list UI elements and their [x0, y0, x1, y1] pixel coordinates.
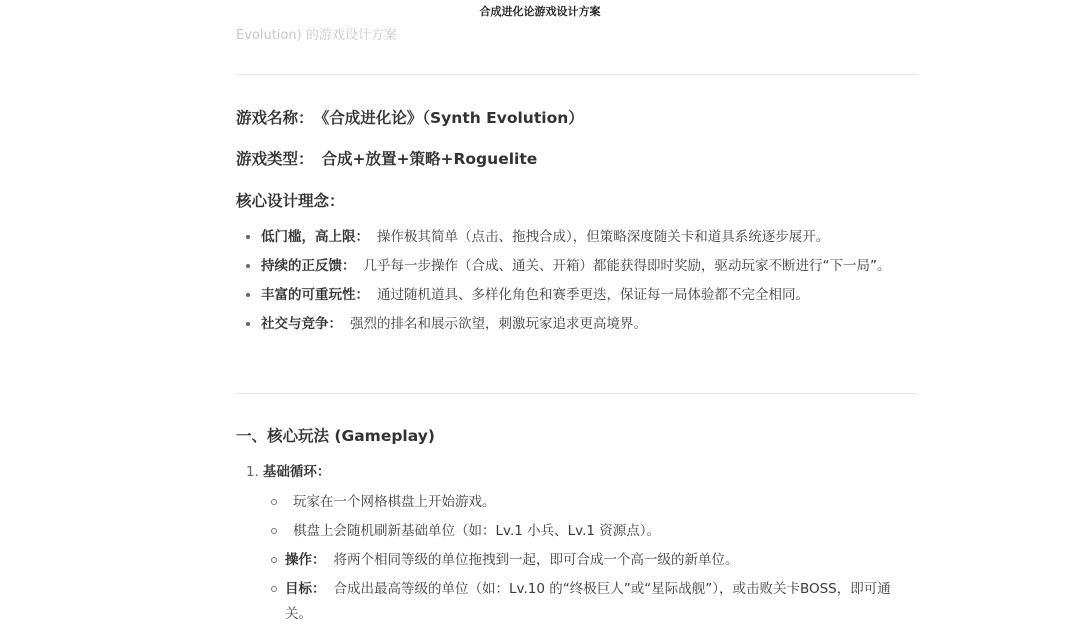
divider: [236, 74, 917, 75]
circle-bullet-icon: [271, 557, 277, 563]
list-item: [236, 255, 906, 278]
concept-title: 低门槛，高上限：: [261, 229, 369, 245]
circle-bullet-icon: [271, 528, 277, 534]
game-name-label: 游戏名称：: [236, 109, 314, 127]
step-number: 1.: [246, 464, 259, 480]
window-title: 合成进化论游戏设计方案: [479, 5, 601, 18]
concept-text: 通过随机道具、多样化角色和赛季更迭，保证每一局体验都不完全相同。: [377, 287, 809, 303]
bullet-icon: [246, 264, 250, 268]
step-item: [246, 462, 330, 482]
bullet-icon: [246, 322, 250, 326]
game-type-value: 合成+放置+策略+Roguelite: [321, 150, 538, 168]
concept-text: 强烈的排名和展示欲望，刺激玩家追求更高境界。: [350, 316, 647, 332]
item-text: 将两个相同等级的单位拖拽到一起，即可合成一个高一级的新单位。: [333, 552, 739, 568]
section-heading: 一、核心玩法 (Gameplay): [236, 427, 435, 445]
concept-title: 持续的正反馈：: [261, 258, 356, 274]
list-item: [236, 226, 906, 249]
faded-previous-line: Evolution) 的游戏设计方案: [236, 28, 397, 43]
game-type-field: [236, 147, 537, 169]
list-item: [236, 548, 917, 573]
divider: [236, 393, 917, 394]
game-name-field: [236, 106, 584, 128]
item-text: 棋盘上会随机刷新基础单位（如：Lv.1 小兵、Lv.1 资源点）。: [293, 523, 661, 539]
concept-list: [236, 226, 906, 342]
item-text: 合成出最高等级的单位（如：Lv.10 的“终极巨人”或“星际战舰”），或击败关卡BOSS，即可通关。: [285, 581, 891, 622]
core-concept-heading: 核心设计理念：: [236, 192, 345, 210]
list-item: [236, 519, 917, 544]
step-title: 基础循环：: [262, 464, 331, 480]
circle-bullet-icon: [271, 586, 277, 592]
concept-title: 丰富的可重玩性：: [261, 287, 369, 303]
list-item: [236, 313, 906, 336]
concept-title: 社交与竞争：: [261, 316, 342, 332]
item-title: 操作：: [285, 552, 326, 568]
bullet-icon: [246, 235, 250, 239]
game-type-label: 游戏类型：: [236, 150, 314, 168]
list-item: [236, 490, 917, 515]
concept-text: 操作极其简单（点击、拖拽合成），但策略深度随关卡和道具系统逐步展开。: [377, 229, 830, 245]
list-item: [236, 284, 906, 307]
bullet-icon: [246, 293, 250, 297]
concept-text: 几乎每一步操作（合成、通关、开箱）都能获得即时奖励，驱动玩家不断进行“下一局”。: [363, 258, 891, 274]
gameplay-sublist: [236, 490, 917, 631]
item-title: 目标：: [285, 581, 326, 597]
item-text: 玩家在一个网格棋盘上开始游戏。: [293, 494, 496, 510]
circle-bullet-icon: [271, 499, 277, 505]
list-item: [236, 577, 917, 627]
game-name-value: 《合成进化论》（Synth Evolution）: [321, 109, 584, 127]
